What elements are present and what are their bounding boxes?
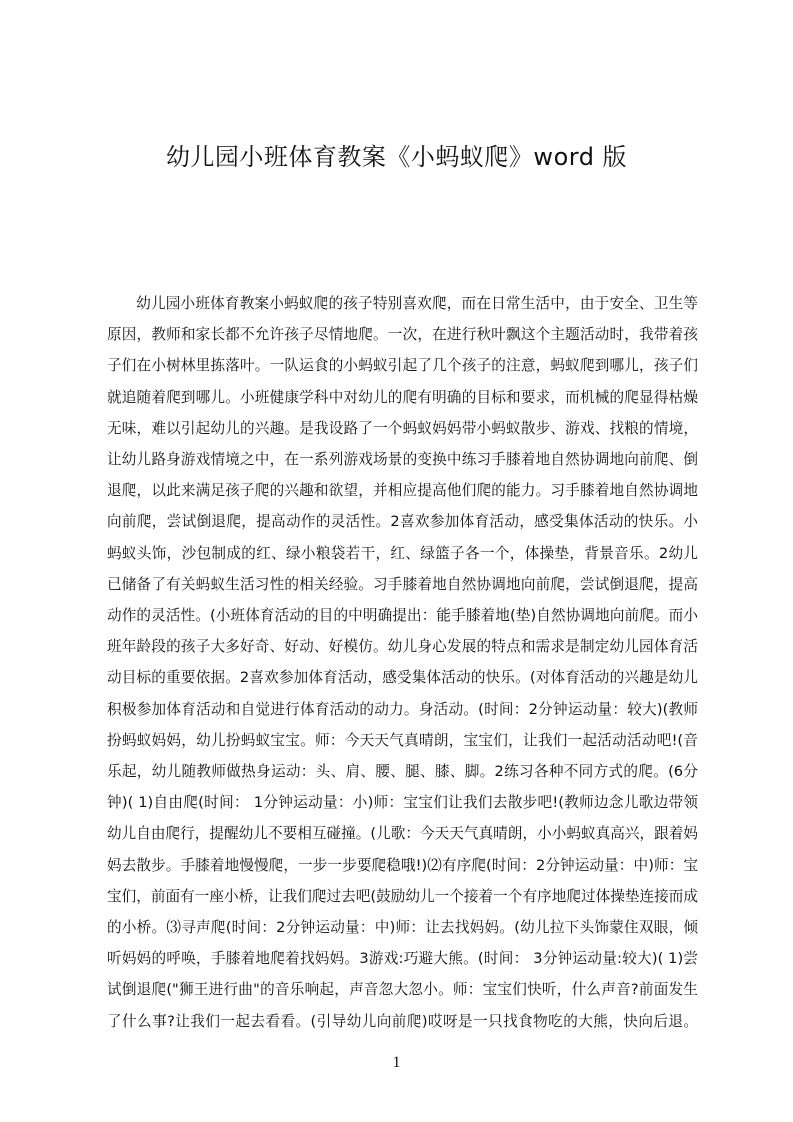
page-number: 1 xyxy=(392,1054,401,1071)
document-title: 幼儿园小班体育教案《小蚂蚁爬》word 版 xyxy=(165,143,628,171)
document-body-paragraph: 幼儿园小班体育教案小蚂蚁爬的孩子特别喜欢爬，而在日常生活中，由于安全、卫生等原因，教师和家长都不允许孩子尽情地爬。一次，在进行秋叶飘这个主题活动时，我带着孩子们在小树林里拣落叶。一队运食的小蚂蚁引起了几个孩子的注意，蚂蚁爬到哪儿，孩子们就追随着爬到哪儿。小班健康学科中对幼儿的爬有明确的目标和要求，而机械的爬显得枯燥无味，难以引起幼儿的兴趣。是我设路了一个蚂蚁妈妈带小蚂蚁散步、游戏、找粮的情境，让幼儿路身游戏情境之中，在一系列游戏场景的变换中练习手膝着地自然协调地向前爬、倒退爬，以此来满足孩子爬的兴趣和欲望，并相应提高他们爬的能力。习手膝着地自然协调地向前爬，尝试倒退爬，提高动作的灵活性。2喜欢参加体育活动，感受集体活动的快乐。小蚂蚁头饰，沙包制成的红、绿小粮袋若干，红、绿篮子各一个，体操垫，背景音乐。2幼儿已储备了有关蚂蚁生活习性的相关经验。习手膝着地自然协调地向前爬，尝试倒退爬，提高动作的灵活性。(小班体育活动的目的中明确提出：能手膝着地(垫)自然协调地向前爬。而小班年龄段的孩子大多好奇、好动、好模仿。幼儿身心发展的特点和需求是制定幼儿园体育活动目标的重要依据。2喜欢参加体育活动，感受集体活动的快乐。(对体育活动的兴趣是幼儿积极参加体育活动和自觉进行体育活动的动力。身活动。(时间：2分钟运动量：较大)(教师扮蚂蚁妈妈，幼儿扮蚂蚁宝宝。师：今天天气真晴朗，宝宝们，让我们一起活动活动吧!(音乐起，幼儿随教师做热身运动：头、肩、腰、腿、膝、脚。2练习各种不同方式的爬。(6分钟)( 1)自由爬(时间： 1分钟运动量：小)师：宝宝们让我们去散步吧!(教师边念儿歌边带领幼儿自由爬行，提醒幼儿不要相互碰撞。(儿歌：今天天气真晴朗，小小蚂蚁真高兴，跟着妈妈去散步。手膝着地慢慢爬，一步一步要爬稳哦!)⑵有序爬(时间：2分钟运动量：中)师：宝宝们，前面有一座小桥，让我们爬过去吧(鼓励幼儿一个接着一个有序地爬过体操垫连接而成的小桥。⑶寻声爬(时间：2分钟运动量：中)师：让去找妈妈。(幼儿拉下头饰蒙住双眼，倾听妈妈的呼唤，手膝着地爬着找妈妈。3游戏:巧避大熊。(时间： 3分钟运动量:较大)( 1)尝试倒退爬("狮王进行曲"的音乐响起，声音忽大忽小。师：宝宝们快听，什么声音?前面发生了什么事?让我们一起去看看。(引导幼儿向前爬)哎呀是一只找食物吃的大熊，快向后退。 xyxy=(107,295,698,1030)
